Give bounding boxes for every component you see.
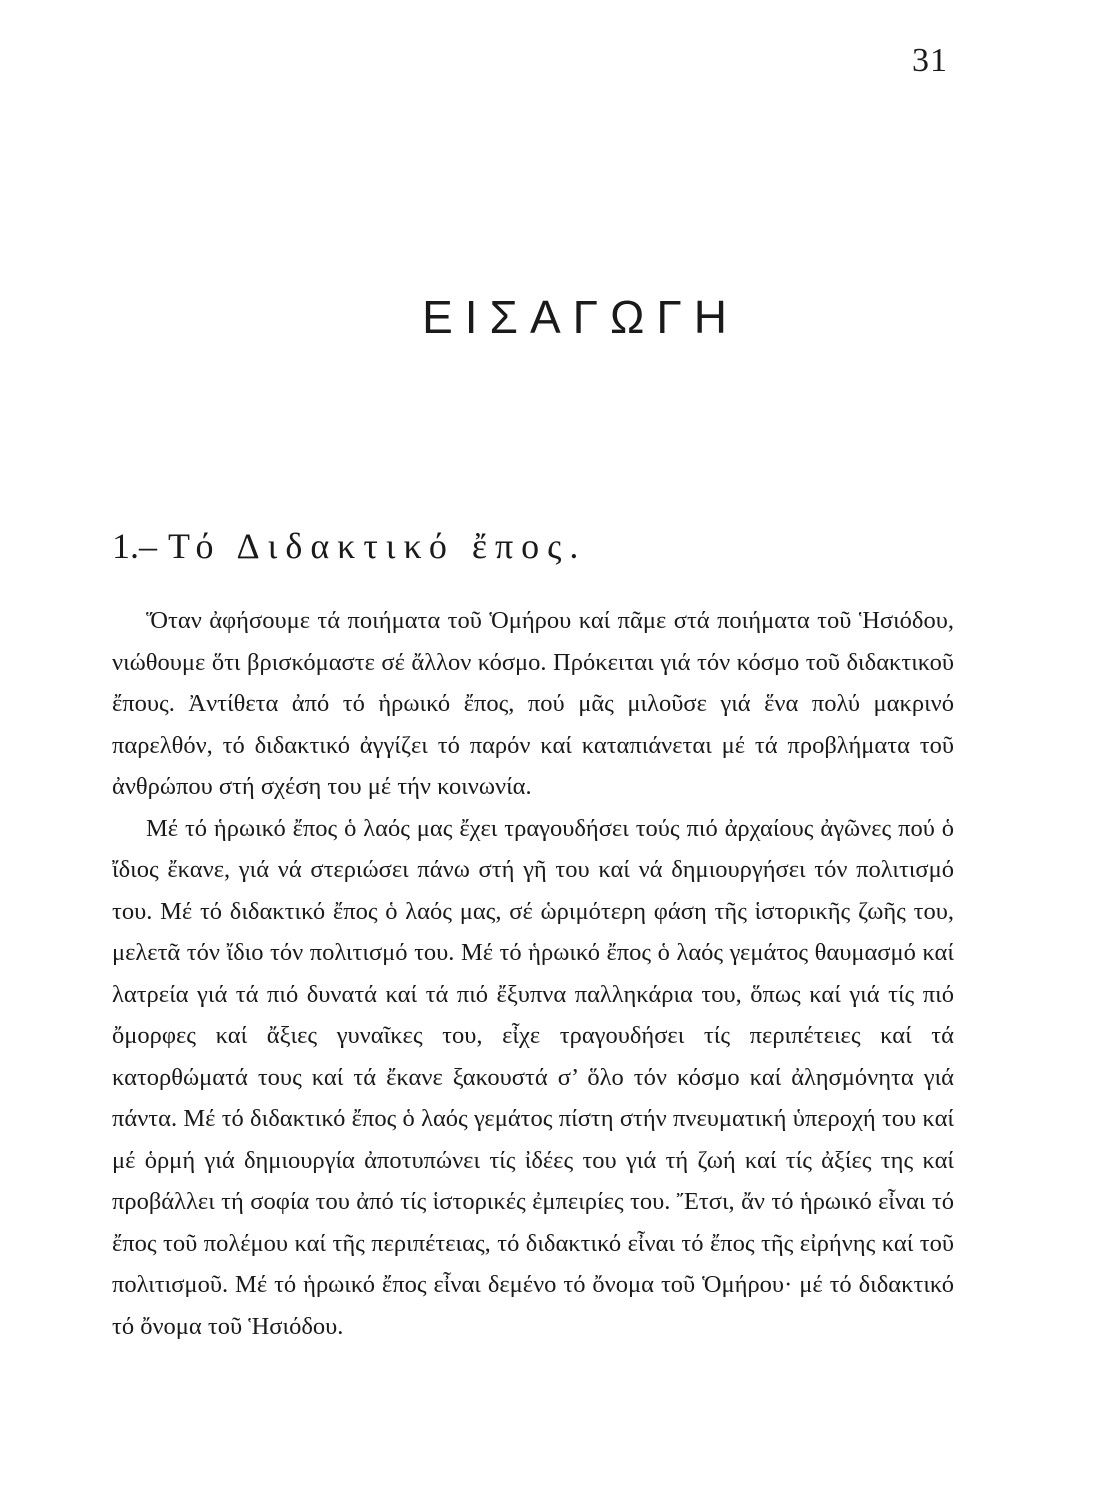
page-number: 31	[912, 42, 948, 79]
paragraph: Ὅταν ἀφήσουμε τά ποιήματα τοῦ Ὁμήρου καί πᾶμε στά ποιήματα τοῦ Ἡσιόδου, νιώθουμε ὅτι βρισκόμαστε σέ ἄλλον κόσμο. Πρόκειται γιά τόν κόσμο τοῦ διδακτικοῦ ἔπους. Ἀντίθετα ἀπό τό ἡρωικό ἔπος, πού μᾶς μιλοῦσε γιά ἕνα πολύ μακρινό παρελθόν, τό διδακτικό ἀγγίζει τό παρόν καί καταπιάνεται μέ τά προβλήματα τοῦ ἀνθρώπου στή σχέση του μέ τήν κοινωνία.	[112, 607, 954, 800]
body-text	[112, 600, 954, 1347]
paragraph: Μέ τό ἡρωικό ἔπος ὁ λαός μας ἔχει τραγουδήσει τούς πιό ἀρχαίους ἀγῶνες πού ὁ ἴδιος ἔκανε, γιά νά στεριώσει πάνω στή γῆ του καί νά δημιουργήσει τόν πολιτισμό του. Μέ τό διδακτικό ἔπος ὁ λαός μας, σέ ὡριμότερη φάση τῆς ἱστορικῆς ζωῆς του, μελετᾶ τόν ἴδιο τόν πολιτισμό του. Μέ τό ἡρωικό ἔπος ὁ λαός γεμάτος θαυμασμό καί λατρεία γιά τά πιό δυνατά καί τά πιό ἔξυπνα παλληκάρια του, ὅπως καί γιά τίς πιό ὄμορφες καί ἄξιες γυναῖκες του, εἶχε τραγουδήσει τίς περιπέτειες καί τά κατορθώματά τους καί τά ἔκανε ξακουστά σ’ ὅλο τόν κόσμο καί ἀλησμόνητα γιά πάντα. Μέ τό διδακτικό ἔπος ὁ λαός γεμάτος πίστη στήν πνευματική ὑπεροχή του καί μέ ὁρμή γιά δημιουργία ἀποτυπώνει τίς ἰδέες του γιά τή ζωή καί τίς ἀξίες της καί προβάλλει τή σοφία του ἀπό τίς ἱστορικές ἐμπειρίες του. Ἔτσι, ἄν τό ἡρωικό εἶναι τό ἔπος τοῦ πολέμου καί τῆς περιπέτειας, τό διδακτικό εἶναι τό ἔπος τῆς εἰρήνης καί τοῦ πολιτισμοῦ. Μέ τό ἡρωικό ἔπος εἶναι δεμένο τό ὄνομα τοῦ Ὁμήρου· μέ τό διδακτικό τό ὄνομα τοῦ Ἡσιόδου.	[112, 814, 954, 1340]
chapter-title: ΕΙΣΑΓΩΓΗ	[422, 291, 739, 343]
section-heading	[112, 525, 586, 567]
section-number: 1.–	[112, 526, 157, 566]
section-title: Τό Διδακτικό ἔπος.	[168, 526, 587, 566]
